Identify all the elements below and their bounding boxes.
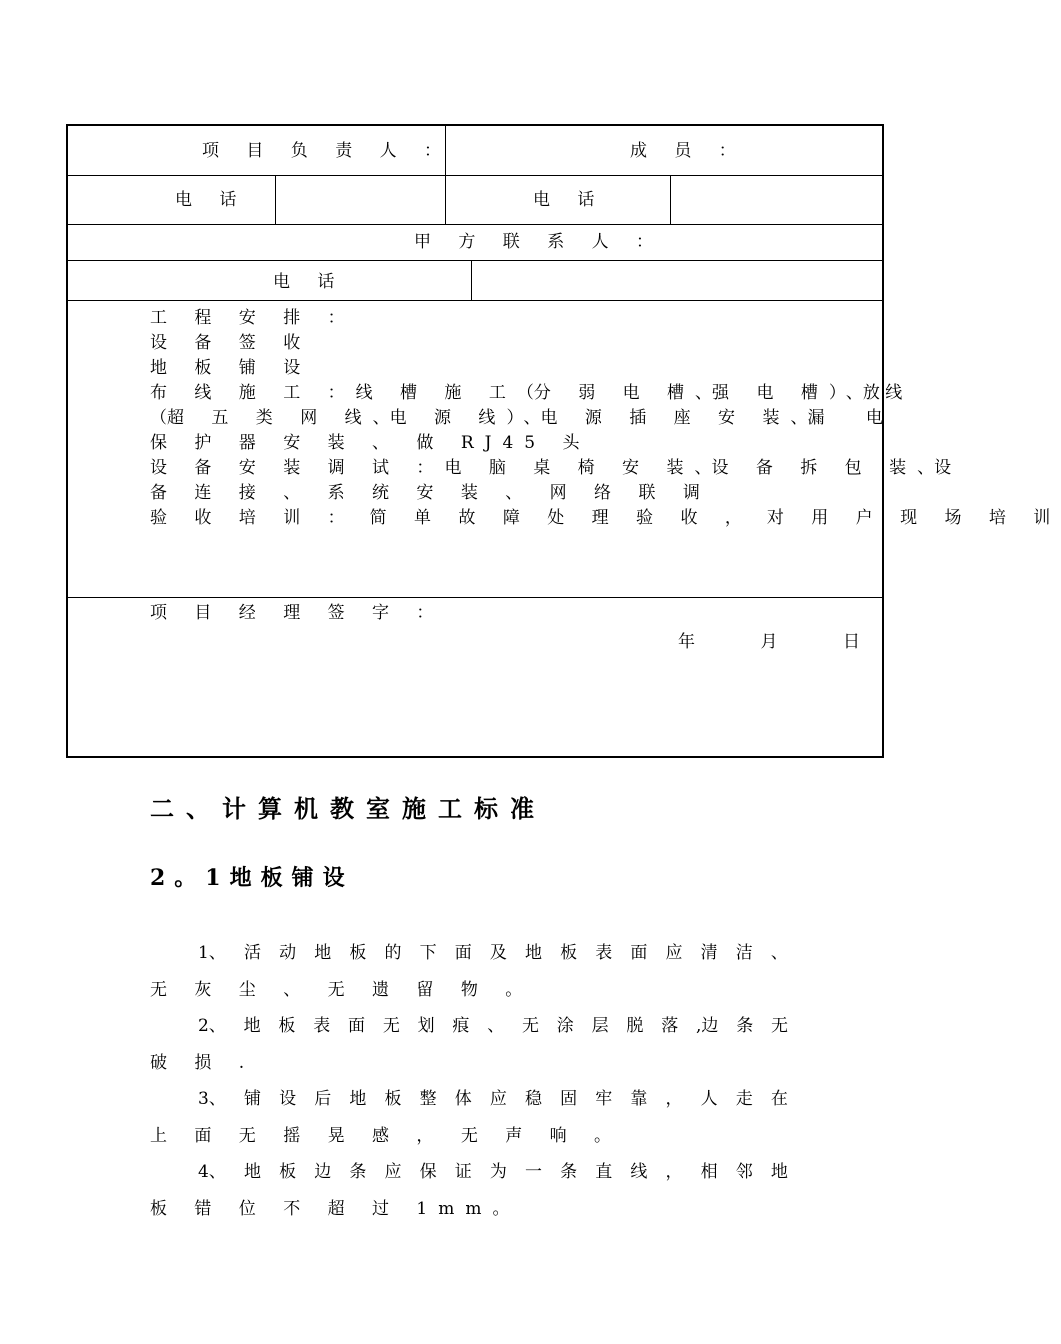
text-glyph: 应 [384, 1162, 402, 1182]
date-year-label: 年 [678, 632, 695, 652]
text-glyph: 应 [665, 943, 683, 963]
text-glyph: 直 [595, 1162, 613, 1182]
text-glyph: 板 [560, 943, 578, 963]
standard-1-line-1 [198, 938, 788, 963]
text-glyph: 的 [384, 943, 402, 963]
text-glyph: 地 [314, 943, 332, 963]
project-schedule [150, 306, 1061, 531]
text-glyph: 层 [591, 1016, 609, 1036]
text-glyph: 稳 [524, 1089, 542, 1109]
text-glyph: 4、 [198, 1162, 226, 1182]
text-glyph: 线 [630, 1162, 648, 1182]
text-glyph: 清 [700, 943, 718, 963]
text-glyph: 应 [489, 1089, 507, 1109]
schedule-item-equipment-receipt: 设 备 签 收 [150, 333, 312, 353]
text-glyph: 脱 [626, 1016, 644, 1036]
schedule-item-floor-laying: 地 板 铺 设 [150, 358, 312, 378]
text-glyph: 条 [560, 1162, 578, 1182]
text-glyph: 、 [770, 943, 788, 963]
section-heading: 二、计算机教室施工标准 [150, 794, 546, 823]
text-glyph: 下 [419, 943, 437, 963]
schedule-item-acceptance: 验 收 培 训 ： 简 单 故 障 处 理 验 收 ， 对 用 户 现 场 培 训 [150, 508, 1061, 528]
date-month-label: 月 [760, 632, 778, 652]
date-day-label: 日 [843, 632, 860, 652]
standard-3-line-1 [198, 1084, 788, 1109]
text-glyph: 靠 [630, 1089, 648, 1109]
text-glyph: 体 [454, 1089, 472, 1109]
text-glyph: 无 [770, 1016, 788, 1036]
text-glyph: 地 [243, 1162, 261, 1182]
text-glyph: 痕 [452, 1016, 470, 1036]
text-glyph: 地 [524, 943, 542, 963]
schedule-item-wiring-line-2: （ 超 五 类 网 线 、 电 源 线 ） 、 电 源 插 座 安 装 、 漏 电 [150, 408, 901, 428]
text-glyph: 面 [348, 1016, 366, 1036]
text-glyph: 3、 [198, 1089, 226, 1109]
text-glyph: 相 [700, 1162, 718, 1182]
text-glyph: 铺 [243, 1089, 261, 1109]
text-glyph: 1、 [198, 943, 226, 963]
text-glyph: 设 [279, 1089, 297, 1109]
text-glyph: 后 [314, 1089, 332, 1109]
text-glyph: 地 [349, 1089, 367, 1109]
text-glyph: 牢 [595, 1089, 613, 1109]
text-glyph: 无 [382, 1016, 400, 1036]
text-glyph: 面 [630, 943, 648, 963]
phone-label-lead: 电 话 [175, 190, 248, 210]
table-row-divider [68, 175, 882, 176]
schedule-item-wiring-line-3: 保 护 器 安 装 、 做 RJ45 头 [150, 433, 591, 453]
text-glyph: 板 [349, 943, 367, 963]
text-glyph: 一 [524, 1162, 542, 1182]
text-glyph: 地 [243, 1016, 261, 1036]
text-glyph: 洁 [735, 943, 753, 963]
schedule-title: 工 程 安 排 ： [150, 308, 356, 328]
subsection-heading: 2。1地板铺设 [150, 865, 354, 891]
text-glyph: 邻 [735, 1162, 753, 1182]
text-glyph: 为 [489, 1162, 507, 1182]
text-glyph: 、 [487, 1016, 505, 1036]
text-glyph: ， [665, 1162, 683, 1182]
project-lead-label: 项 目 负 责 人 ： [202, 141, 453, 161]
text-glyph: 走 [735, 1089, 753, 1109]
text-glyph: 2、 [198, 1016, 226, 1036]
text-glyph: 在 [770, 1089, 788, 1109]
signature-date [678, 627, 860, 652]
text-glyph: 涂 [556, 1016, 574, 1036]
text-glyph: 地 [770, 1162, 788, 1182]
text-glyph: ,边 [695, 1016, 719, 1036]
text-glyph: 板 [279, 1162, 297, 1182]
standard-4-line-1 [198, 1157, 788, 1182]
text-glyph: 边 [314, 1162, 332, 1182]
text-glyph: ， [665, 1089, 683, 1109]
text-glyph: 人 [700, 1089, 718, 1109]
table-col-divider [471, 260, 472, 300]
schedule-item-install-line-1: 设 备 安 装 调 试 ： 电 脑 桌 椅 安 装 、 设 备 拆 包 装 、 设 [150, 458, 952, 478]
text-glyph: 条 [349, 1162, 367, 1182]
text-glyph: 条 [736, 1016, 754, 1036]
text-glyph: 表 [595, 943, 613, 963]
table-row-divider [68, 224, 882, 225]
client-contact-label: 甲 方 联 系 人 ： [414, 232, 665, 252]
table-col-divider [275, 175, 276, 224]
table-col-divider [670, 175, 671, 224]
table-row-divider [68, 597, 882, 598]
manager-signature-label: 项 目 经 理 签 字 ： [150, 603, 445, 623]
standard-1-line-2: 无 灰 尘 、 无 遗 留 物 。 [150, 980, 534, 1000]
table-row-divider [68, 300, 882, 301]
text-glyph: 证 [454, 1162, 472, 1182]
text-glyph: 表 [313, 1016, 331, 1036]
project-info-table [66, 124, 1061, 758]
phone-label-client: 电 话 [273, 272, 346, 292]
phone-label-member: 电 话 [533, 190, 606, 210]
standard-2-line-2: 破 损 . [150, 1053, 256, 1073]
text-glyph: 无 [522, 1016, 539, 1036]
text-glyph: 活 [243, 943, 261, 963]
text-glyph: 落 [661, 1016, 679, 1036]
standard-4-line-2: 板 错 位 不 超 过 1mm。 [150, 1199, 521, 1219]
text-glyph: 板 [278, 1016, 296, 1036]
standard-2-line-1 [198, 1011, 788, 1036]
text-glyph: 划 [417, 1016, 435, 1036]
members-label: 成 员 ： [630, 141, 747, 161]
text-glyph: 动 [279, 943, 297, 963]
standard-3-line-2: 上 面 无 摇 晃 感 ， 无 声 响 。 [150, 1126, 623, 1146]
table-row-divider [68, 260, 882, 261]
text-glyph: 面 [454, 943, 472, 963]
text-glyph: 板 [384, 1089, 402, 1109]
schedule-item-wiring-line-1: 布 线 施 工 ：线 槽 施 工 （ 分 弱 电 槽 、 强 电 槽 ） 、 放 线 [150, 383, 903, 403]
text-glyph: 固 [560, 1089, 578, 1109]
schedule-item-install-line-2: 备 连 接 、 系 统 安 装 、 网 络 联 调 [150, 483, 711, 503]
text-glyph: 整 [419, 1089, 437, 1109]
text-glyph: 及 [489, 943, 507, 963]
text-glyph: 保 [419, 1162, 437, 1182]
